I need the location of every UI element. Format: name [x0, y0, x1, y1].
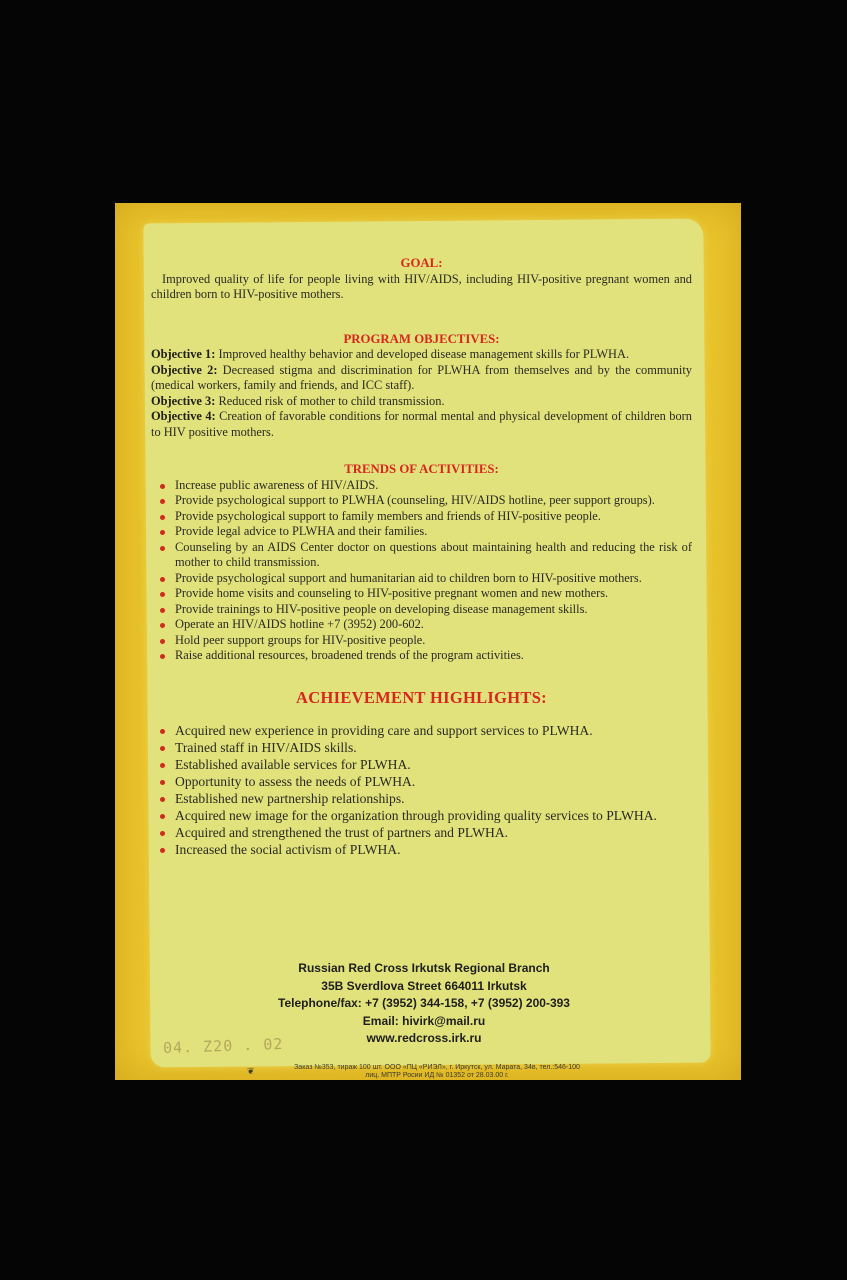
- list-item: Provide psychological support to PLWHA (counseling, HIV/AIDS hotline, peer support groups).: [151, 493, 692, 509]
- print-imprint: [247, 1064, 627, 1080]
- list-item: Opportunity to assess the needs of PLWHA.: [151, 773, 692, 790]
- list-item: Raise additional resources, broadened trends of the program activities.: [151, 648, 692, 664]
- address: 35B Sverdlova Street 664011 Irkutsk: [321, 978, 527, 993]
- goal-heading: GOAL:: [400, 256, 443, 270]
- goal-text: Improved quality of life for people living with HIV/AIDS, including HIV-positive pregnant women and children born to HIV-positive mothers.: [151, 271, 692, 301]
- list-item: Provide psychological support to family members and friends of HIV-positive people.: [151, 509, 692, 525]
- list-item: Established available services for PLWHA.: [151, 756, 692, 773]
- list-item: Trained staff in HIV/AIDS skills.: [151, 739, 692, 756]
- achievements-heading: ACHIEVEMENT HIGHLIGHTS:: [296, 687, 547, 707]
- achievements-list: [151, 722, 692, 858]
- list-item: Increase public awareness of HIV/AIDS.: [151, 478, 692, 494]
- list-item: Counseling by an AIDS Center doctor on questions about maintaining health and reducing the risk of mother to child transmission.: [151, 540, 692, 571]
- org-name: Russian Red Cross Irkutsk Regional Branch: [298, 961, 550, 975]
- list-item: Provide legal advice to PLWHA and their families.: [151, 524, 692, 540]
- list-item: Hold peer support groups for HIV-positive people.: [151, 633, 692, 649]
- email: Email: hivirk@mail.ru: [362, 1013, 486, 1028]
- objective-2-label: Objective 2:: [151, 362, 218, 377]
- website: www.redcross.irk.ru: [366, 1031, 482, 1045]
- contact-block: [151, 960, 697, 1048]
- objective-4: [151, 409, 692, 440]
- imprint-line-2: лиц. МПТР Росии ИД № 01352 от 28.03.00 г.: [365, 1072, 509, 1079]
- objective-3-label: Objective 3:: [151, 393, 216, 408]
- list-item: Established new partnership relationships.: [151, 790, 692, 807]
- objective-1-text: Improved healthy behavior and developed disease management skills for PLWHA.: [218, 347, 630, 361]
- list-item: Acquired new experience in providing care and support services to PLWHA.: [151, 722, 692, 739]
- list-item: Provide trainings to HIV-positive people on developing disease management skills.: [151, 602, 692, 618]
- list-item: Provide home visits and counseling to HIV-positive pregnant women and new mothers.: [151, 586, 692, 602]
- objectives-heading: PROGRAM OBJECTIVES:: [343, 331, 500, 346]
- objective-4-label: Objective 4:: [151, 409, 216, 423]
- trends-list: [151, 478, 692, 664]
- imprint-line-1: Заказ №353, тираж 100 шт. ООО «ПЦ «РИЭЛ», г. Иркутск, ул. Марата, 34в, тел.:546-100: [294, 1064, 580, 1071]
- brochure-content: [151, 256, 692, 858]
- handwritten-note: 04. Z20 . 02: [162, 1034, 284, 1058]
- objective-3-text: Reduced risk of mother to child transmission.: [218, 393, 445, 408]
- objective-3: [151, 394, 692, 410]
- printer-logo-icon: ❦: [247, 1066, 255, 1076]
- list-item: Increased the social activism of PLWHA.: [151, 841, 692, 858]
- list-item: Acquired and strengthened the trust of partners and PLWHA.: [151, 824, 692, 841]
- list-item: Operate an HIV/AIDS hotline +7 (3952) 200-602.: [151, 617, 692, 633]
- list-item: Acquired new image for the organization through providing quality services to PLWHA.: [151, 807, 692, 824]
- phone: Telephone/fax: +7 (3952) 344-158, +7 (3952) 200-393: [278, 996, 570, 1010]
- objective-1: [151, 347, 692, 363]
- objective-1-label: Objective 1:: [151, 347, 216, 361]
- objective-2: [151, 363, 692, 394]
- list-item: Provide psychological support and humanitarian aid to children born to HIV-positive mothers.: [151, 571, 692, 587]
- objective-2-text: Decreased stigma and discrimination for PLWHA from themselves and by the community (medical workers, family and friends, and ICC staff).: [151, 362, 692, 392]
- objective-4-text: Creation of favorable conditions for normal mental and physical development of children born to HIV positive mothers.: [151, 409, 692, 439]
- trends-heading: TRENDS OF ACTIVITIES:: [344, 462, 499, 476]
